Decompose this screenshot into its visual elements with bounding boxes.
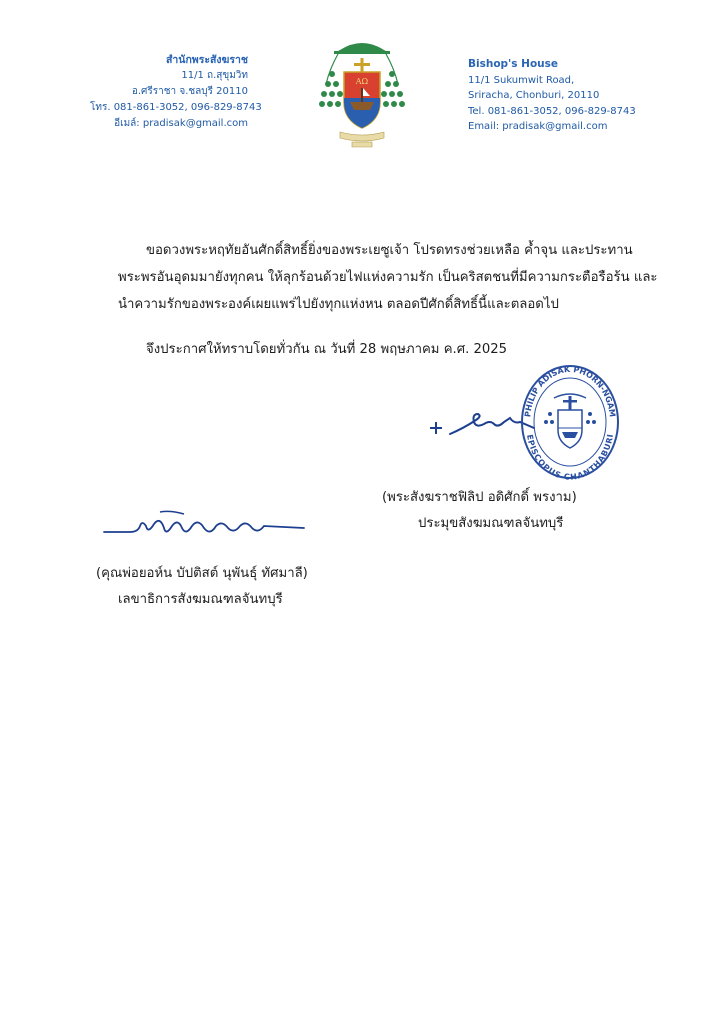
org-name-thai: สำนักพระสังฆราช xyxy=(165,54,248,66)
seal-top-text: PHILIP ADISAK PHORN-NGAM xyxy=(523,364,617,418)
org-name-english: Bishop's House xyxy=(468,58,559,70)
paragraph-line: พระพรอันอุดมมายังทุกคน ให้ลุกร้อนด้วยไฟแห่งความรัก เป็นคริสตชนที่มีความกระตือรือร้น และ xyxy=(118,270,658,285)
announcement-date-line: จึงประกาศให้ทราบโดยทั่วกัน ณ วันที่ 28 พฤษภาคม ค.ศ. 2025 xyxy=(146,342,508,357)
svg-text:EPISCOPUS CHANTHABURI xyxy=(525,434,615,480)
coat-of-arms-icon xyxy=(312,38,412,152)
address-line-2-english: Sriracha, Chonburi, 20110 xyxy=(468,90,600,101)
secretary-signature-icon xyxy=(100,508,306,544)
secretary-title: เลขาธิการสังฆมณฑลจันทบุรี xyxy=(118,592,283,607)
letterhead-english xyxy=(468,57,668,135)
bishop-name: (พระสังฆราชฟิลิป อดิศักดิ์ พรงาม) xyxy=(382,490,577,505)
address-line-1-english: 11/1 Sukumwit Road, xyxy=(468,74,575,86)
phone-english: Tel. 081-861-3052, 096-829-8743 xyxy=(468,105,636,117)
bishop-title: ประมุขสังฆมณฑลจันทบุรี xyxy=(418,516,564,531)
paragraph-line: ขอดวงพระหฤทัยอันศักดิ์สิทธิ์ยิ่งของพระเยซูเจ้า โปรดทรงช่วยเหลือ ค้ำจุน และประทาน xyxy=(146,243,633,258)
secretary-name: (คุณพ่อยอห์น บัปติสต์ นุพันธุ์ ทัศมาลี) xyxy=(96,566,308,581)
seal-bottom-text: EPISCOPUS CHANTHABURI xyxy=(524,433,615,480)
blessing-paragraph xyxy=(118,237,658,318)
svg-text:AΩ: AΩ xyxy=(355,77,369,86)
phone-thai: โทร. 081-861-3052, 096-829-8743 xyxy=(90,102,262,113)
paragraph-line: นำความรักของพระองค์เผยแพร่ไปยังทุกแห่งหน ตลอดปีศักดิ์สิทธิ์นี้และตลอดไป xyxy=(118,297,559,312)
address-line-2-thai: อ.ศรีราชา จ.ชลบุรี 20110 xyxy=(131,86,248,97)
address-line-1-thai: 11/1 ถ.สุขุมวิท xyxy=(181,70,248,81)
email-english: Email: pradisak@gmail.com xyxy=(468,121,608,132)
episcopal-seal-icon xyxy=(518,362,622,480)
letterhead-thai xyxy=(90,52,262,132)
email-thai: อีเมล์: pradisak@gmail.com xyxy=(114,118,248,129)
